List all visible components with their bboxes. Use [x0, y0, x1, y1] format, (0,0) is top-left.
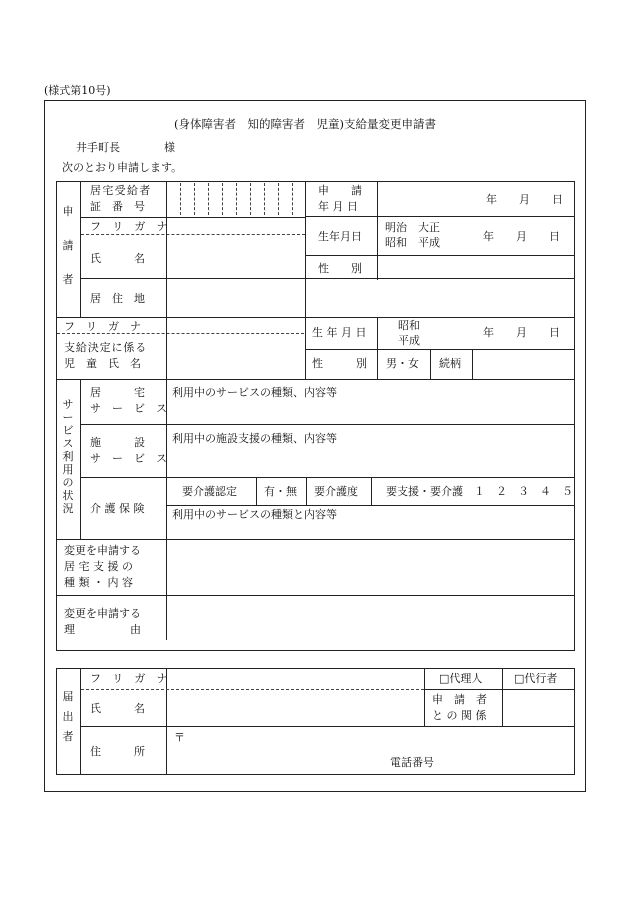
- applicant-birth-label: 生年月日: [318, 230, 362, 243]
- child-era-line1: 昭和: [398, 319, 420, 332]
- child-name-label-line1: 支給決定に係る: [64, 341, 148, 354]
- child-sex-options: 男・女: [386, 357, 419, 370]
- child-name-label-line2: 児 童 氏 名: [64, 357, 141, 370]
- care-level-value: 要支援・要介護 １ ２ ３ ４ ５: [386, 485, 573, 498]
- child-relation-label: 続柄: [439, 357, 461, 370]
- application-date-label: 申 請 年 月 日: [318, 184, 362, 213]
- applicant-address-label: 居 住 地: [90, 292, 145, 305]
- child-sex-label: 性 別: [312, 357, 367, 370]
- submitter-section-label: 届 出 者: [62, 690, 74, 743]
- addressee: 井手町長 様: [76, 141, 175, 154]
- proxy-checkbox[interactable]: □代行者: [514, 672, 558, 685]
- era-options-line1: 明治 大正: [385, 221, 440, 234]
- application-date-value: 年 月 日: [486, 193, 563, 206]
- relation-label-line2: と の 関 係: [432, 709, 487, 722]
- service-usage-section-label: サ ー ビ ス 利 用 の 状 況: [62, 398, 74, 515]
- care-cert-value: 有・無: [264, 485, 297, 498]
- home-service-text: 利用中のサービスの種類、内容等: [172, 386, 337, 399]
- facility-service-text: 利用中の施設支援の種類、内容等: [172, 432, 337, 445]
- child-furigana-label: フ リ ガ ナ: [64, 320, 141, 333]
- cert-number-label: 居宅受給者 証 番 号: [90, 184, 152, 213]
- postal-mark: 〒: [174, 731, 185, 744]
- applicant-name-label: 氏 名: [90, 252, 145, 265]
- phone-label: 電話番号: [390, 756, 434, 769]
- care-level-label: 要介護度: [314, 485, 358, 498]
- care-services-text: 利用中のサービスの種類と内容等: [172, 508, 337, 521]
- form-number: (様式第10号): [44, 84, 111, 97]
- care-cert-label: 要介護認定: [182, 485, 237, 498]
- child-era-line2: 平成: [398, 334, 420, 347]
- agent-checkbox[interactable]: □代理人: [439, 672, 483, 685]
- applicant-birth-value: 年 月 日: [483, 230, 560, 243]
- submitter-name-label: 氏 名: [90, 702, 145, 715]
- child-birth-value: 年 月 日: [483, 326, 560, 339]
- applicant-section-label: 申 請 者: [62, 205, 74, 286]
- change-reason-label: 変更を申請する 理 由: [64, 607, 141, 636]
- facility-service-label: 施 設 サ ー ビ ス: [90, 436, 167, 465]
- child-birth-label: 生 年 月 日: [312, 326, 367, 339]
- form-title: (身体障害者 知的障害者 児童)支給量変更申請書: [174, 117, 436, 131]
- relation-label-line1: 申 請 者: [432, 693, 487, 706]
- era-options-line2: 昭和 平成: [385, 236, 440, 249]
- change-types-label: 変更を申請する 居 宅 支 援 の 種 類 ・ 内 容: [64, 544, 141, 589]
- home-service-label: 居 宅 サ ー ビ ス: [90, 386, 167, 415]
- intro-text: 次のとおり申請します。: [62, 161, 183, 174]
- applicant-furigana-label: フ リ ガ ナ: [90, 220, 172, 233]
- submitter-address-label: 住 所: [90, 745, 145, 758]
- submitter-furigana-label: フ リ ガ ナ: [90, 672, 172, 685]
- care-insurance-label: 介 護 保 険: [90, 502, 145, 515]
- applicant-sex-label: 性 別: [318, 262, 362, 275]
